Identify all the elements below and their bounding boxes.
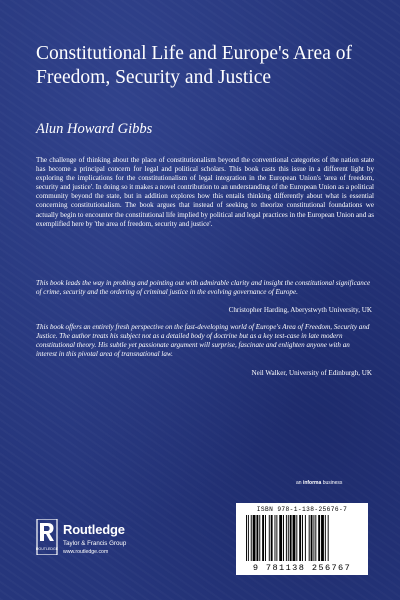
barcode-bar [256, 515, 258, 561]
informa-business-label [296, 480, 342, 486]
endorsement-quote-2: This book offers an entirely fresh perspective on the fast-developing world of Europe's Area of Freedom, Security and Justice. The author treats his subject not as a detailed body of doctrine but as a key test-case in late modern constitutional theory. His subtle yet passionate argument will surprise, fascinate and enlighten anyone with an interest in this pivotal area of transnational law. [36, 323, 370, 359]
endorsement-attribution-2: Neil Walker, University of Edinburgh, UK [251, 369, 372, 377]
barcode-bar [269, 515, 270, 561]
logo-wordmark: ROUTLEDGE [36, 547, 58, 551]
barcode-bar [293, 515, 296, 561]
book-description: The challenge of thinking about the place of constitutionalism beyond the conventional categories of the nation state has become a principal concern for legal and political scholars. This book casts this issue in a different light by exploring the implications for the constitutionalism of legal integration in the European Union's 'area of freedom, security and justice'. In doing so it makes a novel contribution to an understanding of the European Union as a political community beyond the state, but in addition explores how this entails thinking differently about what is essential concerning constitutionalism. The book argues that instead of seeking to theorize constitutional foundations we actually begin to encounter the constitutional life implied by political and legal practices in the European Union and as exemplified here by 'the area of freedom, security and justice'. [36, 156, 374, 228]
barcode-bar [296, 515, 297, 561]
publisher-website: www.routledge.com [63, 549, 109, 555]
barcode-bar [315, 515, 316, 561]
barcode-bar [305, 515, 306, 561]
barcode-bar [265, 515, 266, 561]
publisher-name: Routledge [63, 522, 125, 537]
barcode-bar [253, 515, 256, 561]
barcode-bar [321, 515, 324, 561]
publisher-logo [36, 519, 156, 559]
barcode-digits: 9 781138 256767 [252, 563, 352, 573]
barcode-bar [299, 515, 301, 561]
author-name: Alun Howard Gibbs [36, 121, 153, 137]
barcode-bar [248, 515, 249, 561]
barcode-bars [246, 515, 358, 561]
book-title: Constitutional Life and Europe's Area of Freedom, Security and Justice [36, 43, 352, 88]
endorsement-quote-1: This book leads the way in probing and pointing out with admirable clarity and insight the constitutional significance of crime, security and the ordering of criminal justice in the evolving governance of Europe. [36, 279, 371, 297]
routledge-logo-icon [36, 519, 58, 555]
barcode-bar [279, 515, 282, 561]
barcode-bar [251, 515, 252, 561]
barcode-bar [286, 515, 287, 561]
barcode-bar [271, 515, 273, 561]
barcode-bar [309, 515, 310, 561]
barcode-bar [313, 515, 314, 561]
informa-suffix: business [322, 480, 343, 486]
barcode-bar [290, 515, 292, 561]
barcode-bar [325, 515, 326, 561]
barcode-bar [246, 515, 247, 561]
barcode-bar [275, 515, 276, 561]
isbn-barcode [236, 503, 368, 575]
barcode-bar [311, 515, 313, 561]
barcode-bar [288, 515, 289, 561]
barcode-bar [283, 515, 284, 561]
isbn-label: ISBN 978-1-138-25676-7 [256, 506, 348, 513]
barcode-bar [328, 515, 329, 561]
barcode-bar [302, 515, 303, 561]
informa-brand: informa [302, 480, 322, 486]
barcode-bar [318, 515, 320, 561]
barcode-bar [276, 515, 277, 561]
barcode-bar [259, 515, 260, 561]
barcode-bar [262, 515, 264, 561]
publisher-group: Taylor & Francis Group [63, 540, 127, 547]
informa-prefix: an [296, 480, 302, 486]
endorsement-attribution-1: Christopher Harding, Aberystwyth University, UK [228, 306, 372, 314]
